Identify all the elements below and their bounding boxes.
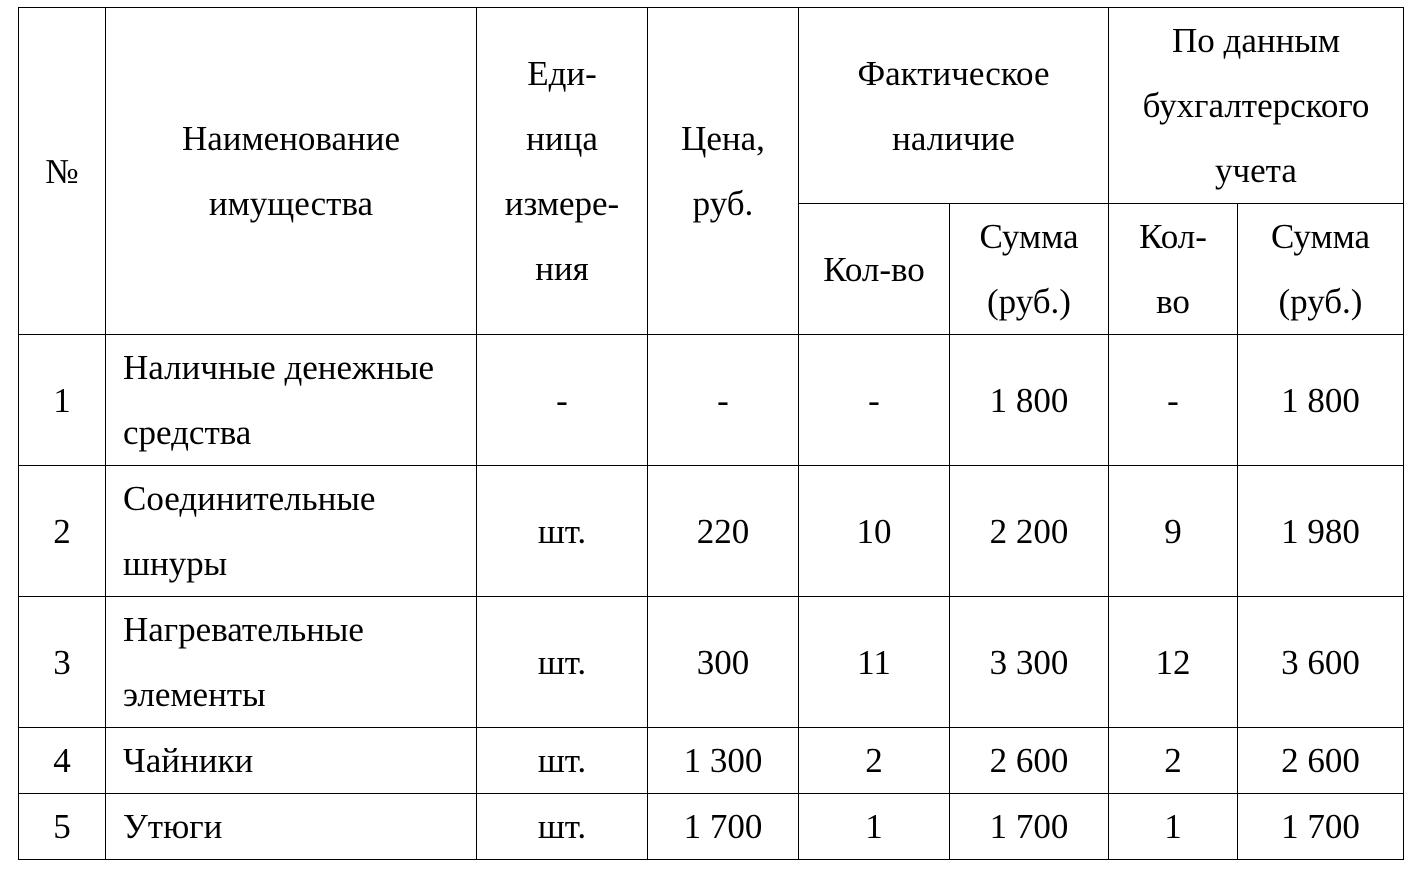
cell-name: Чайники (106, 728, 477, 794)
cell-actual-qty: 2 (799, 728, 950, 794)
cell-num: 4 (19, 728, 106, 794)
cell-actual-sum: 1 700 (950, 794, 1109, 860)
cell-unit: шт. (477, 728, 648, 794)
cell-price: 300 (648, 597, 799, 728)
table-row (19, 466, 1404, 597)
cell-name: Соединительные шнуры (106, 466, 477, 597)
cell-books-qty: 9 (1109, 466, 1238, 597)
cell-num: 3 (19, 597, 106, 728)
cell-actual-sum: 2 200 (950, 466, 1109, 597)
cell-books-qty: 2 (1109, 728, 1238, 794)
cell-num: 5 (19, 794, 106, 860)
cell-books-qty: - (1109, 335, 1238, 466)
header-books: По данным бухгалтерского учета (1109, 8, 1404, 204)
cell-price: 1 700 (648, 794, 799, 860)
cell-price: 1 300 (648, 728, 799, 794)
table-row (19, 597, 1404, 728)
cell-actual-sum: 2 600 (950, 728, 1109, 794)
header-row-top (19, 8, 1404, 204)
cell-books-qty: 1 (1109, 794, 1238, 860)
header-num: № (19, 8, 106, 335)
cell-books-sum: 1 980 (1238, 466, 1404, 597)
header-name: Наименование имущества (106, 8, 477, 335)
header-books-sum: Сумма (руб.) (1238, 204, 1404, 335)
cell-price: 220 (648, 466, 799, 597)
cell-actual-sum: 1 800 (950, 335, 1109, 466)
header-unit: Еди- ница измере- ния (477, 8, 648, 335)
cell-unit: шт. (477, 466, 648, 597)
cell-unit: шт. (477, 794, 648, 860)
table-row (19, 794, 1404, 860)
header-actual-qty: Кол-во (799, 204, 950, 335)
cell-price: - (648, 335, 799, 466)
cell-books-sum: 3 600 (1238, 597, 1404, 728)
cell-num: 1 (19, 335, 106, 466)
cell-name: Наличные денежные средства (106, 335, 477, 466)
cell-name: Утюги (106, 794, 477, 860)
cell-actual-qty: - (799, 335, 950, 466)
header-actual-sum: Сумма (руб.) (950, 204, 1109, 335)
cell-name: Нагревательные элементы (106, 597, 477, 728)
cell-actual-qty: 10 (799, 466, 950, 597)
cell-num: 2 (19, 466, 106, 597)
table-row (19, 335, 1404, 466)
header-books-qty: Кол- во (1109, 204, 1238, 335)
cell-books-sum: 1 700 (1238, 794, 1404, 860)
inventory-table (18, 7, 1404, 860)
cell-books-sum: 2 600 (1238, 728, 1404, 794)
cell-books-qty: 12 (1109, 597, 1238, 728)
header-actual: Фактическое наличие (799, 8, 1109, 204)
cell-actual-qty: 11 (799, 597, 950, 728)
cell-books-sum: 1 800 (1238, 335, 1404, 466)
table-row (19, 728, 1404, 794)
cell-unit: шт. (477, 597, 648, 728)
cell-unit: - (477, 335, 648, 466)
cell-actual-sum: 3 300 (950, 597, 1109, 728)
cell-actual-qty: 1 (799, 794, 950, 860)
header-price: Цена, руб. (648, 8, 799, 335)
